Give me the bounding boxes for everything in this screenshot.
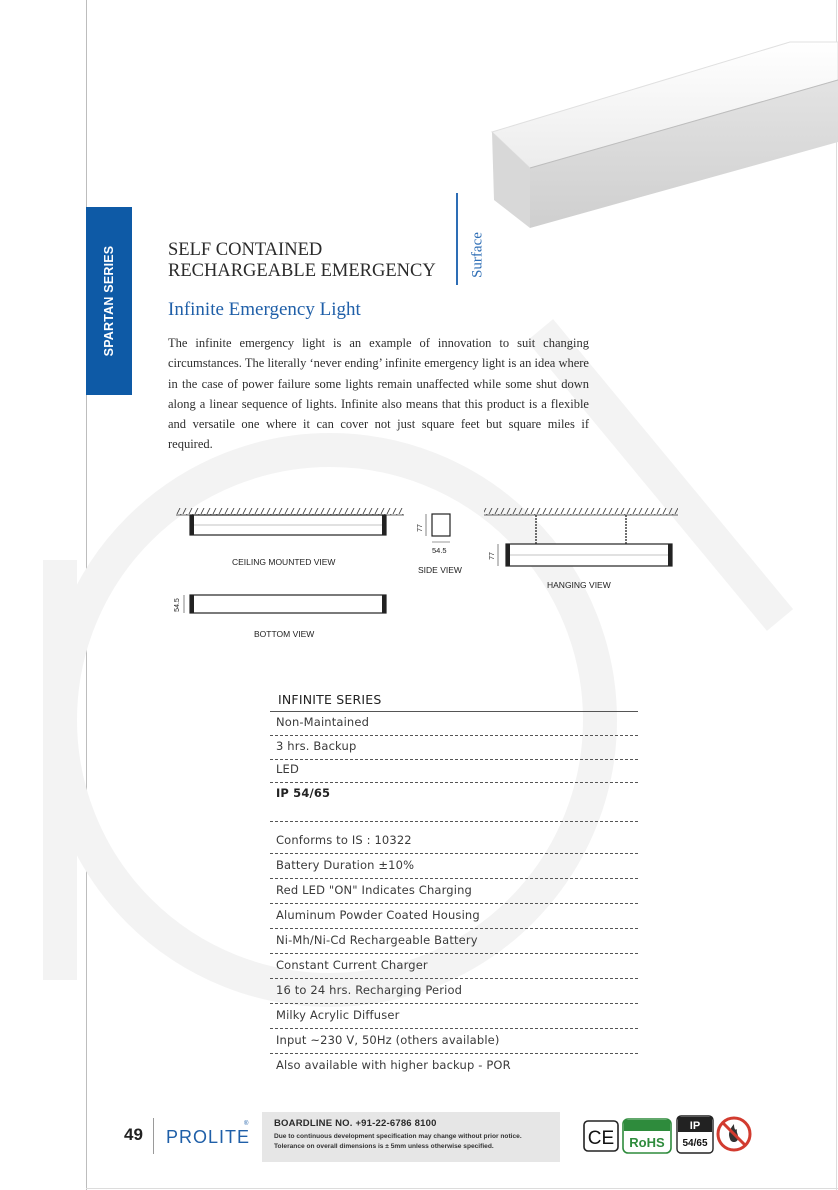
spec-table-title: INFINITE SERIES bbox=[278, 692, 382, 707]
ce-mark-icon bbox=[584, 1121, 618, 1151]
bottom-view-label: BOTTOM VIEW bbox=[254, 629, 315, 639]
page-number: 49 bbox=[124, 1125, 143, 1144]
brand-logo: PROLITE bbox=[166, 1127, 251, 1147]
brand-registered-mark: ® bbox=[244, 1121, 249, 1127]
tolerance-note: Tolerance on overall dimensions is ± 5mm unless otherwise specified. bbox=[274, 1143, 494, 1150]
feature-row-text: Constant Current Charger bbox=[276, 958, 428, 972]
mount-type-label: Surface bbox=[469, 232, 486, 278]
feature-row-text: Conforms to IS : 10322 bbox=[276, 833, 412, 847]
spec-row bbox=[270, 711, 638, 736]
spec-row bbox=[270, 758, 638, 783]
boardline-number: BOARDLINE NO. +91-22-6786 8100 bbox=[274, 1118, 437, 1129]
feature-row bbox=[270, 1029, 638, 1054]
series-side-tab-label: SPARTAN SERIES bbox=[102, 245, 116, 357]
side-view-label: SIDE VIEW bbox=[418, 565, 462, 575]
bottom-view bbox=[174, 595, 386, 639]
spec-section-divider bbox=[270, 809, 638, 822]
product-name: Infinite Emergency Light bbox=[168, 299, 361, 320]
page-bottom-rule bbox=[86, 1188, 838, 1189]
spec-row-text: LED bbox=[276, 762, 299, 776]
title-divider bbox=[456, 193, 458, 285]
rohs-text: RoHS bbox=[629, 1135, 665, 1150]
feature-row bbox=[270, 1004, 638, 1029]
ip-rating-icon bbox=[677, 1116, 713, 1153]
page-title bbox=[168, 240, 436, 282]
contact-box bbox=[262, 1112, 560, 1162]
ceiling-view-label: CEILING MOUNTED VIEW bbox=[232, 557, 336, 567]
spec-row bbox=[270, 735, 638, 760]
feature-row bbox=[270, 929, 638, 954]
certification-badges bbox=[580, 1112, 755, 1158]
feature-row-text: Also available with higher backup - POR bbox=[276, 1058, 511, 1072]
feature-row-text: Aluminum Powder Coated Housing bbox=[276, 908, 480, 922]
spec-row-text: IP 54/65 bbox=[276, 785, 331, 800]
rohs-icon bbox=[623, 1119, 671, 1153]
footer-separator bbox=[153, 1118, 154, 1154]
side-view-height: 77 bbox=[417, 524, 424, 532]
hanging-view-label: HANGING VIEW bbox=[547, 580, 611, 590]
feature-row bbox=[270, 979, 638, 1004]
ip-rating-bottom: 54/65 bbox=[682, 1138, 708, 1149]
feature-row-text: Red LED "ON" Indicates Charging bbox=[276, 883, 472, 897]
spec-change-note: Due to continuous development specification may change without prior notice. bbox=[274, 1133, 522, 1140]
feature-row-text: Ni-Mh/Ni-Cd Rechargeable Battery bbox=[276, 933, 478, 947]
spec-row-text: Non-Maintained bbox=[276, 715, 370, 729]
feature-row-text: Milky Acrylic Diffuser bbox=[276, 1008, 400, 1022]
bottom-view-width: 54.5 bbox=[174, 598, 181, 612]
hanging-view bbox=[484, 508, 678, 590]
feature-row-text: 16 to 24 hrs. Recharging Period bbox=[276, 983, 463, 997]
ceiling-mounted-view bbox=[176, 508, 404, 567]
feature-row bbox=[270, 954, 638, 979]
product-description: The infinite emergency light is an example of innovation to suit changing circumstances. The literally ‘never ending’ infinite emergency light is an idea where in the case of power failure some lights remain unaffected while some shut down along a linear sequence of lights. Infinite also means that this product is a flexible and versatile one where it can cover not just square feet but square miles if required. bbox=[168, 336, 589, 452]
feature-row bbox=[270, 1054, 638, 1079]
hanging-view-height: 77 bbox=[489, 552, 496, 560]
feature-row bbox=[270, 829, 638, 854]
feature-row bbox=[270, 879, 638, 904]
technical-drawings bbox=[170, 498, 690, 648]
spec-row bbox=[270, 782, 638, 807]
no-flame-icon bbox=[718, 1118, 750, 1150]
page-title-line2: RECHARGEABLE EMERGENCY bbox=[168, 261, 436, 281]
series-side-tab bbox=[86, 207, 132, 395]
ip-rating-top: IP bbox=[689, 1120, 701, 1132]
product-photo bbox=[490, 40, 838, 240]
feature-row bbox=[270, 904, 638, 929]
feature-row bbox=[270, 854, 638, 879]
page-title-line1: SELF CONTAINED bbox=[168, 240, 323, 260]
side-view-width: 54.5 bbox=[432, 546, 447, 555]
side-view bbox=[417, 514, 462, 575]
spec-row-text: 3 hrs. Backup bbox=[276, 738, 357, 753]
feature-row-text: Input ~230 V, 50Hz (others available) bbox=[276, 1033, 500, 1047]
ce-mark-text: CE bbox=[587, 1128, 615, 1149]
feature-row-text: Battery Duration ±10% bbox=[276, 858, 415, 872]
page-left-rule bbox=[86, 0, 87, 1190]
